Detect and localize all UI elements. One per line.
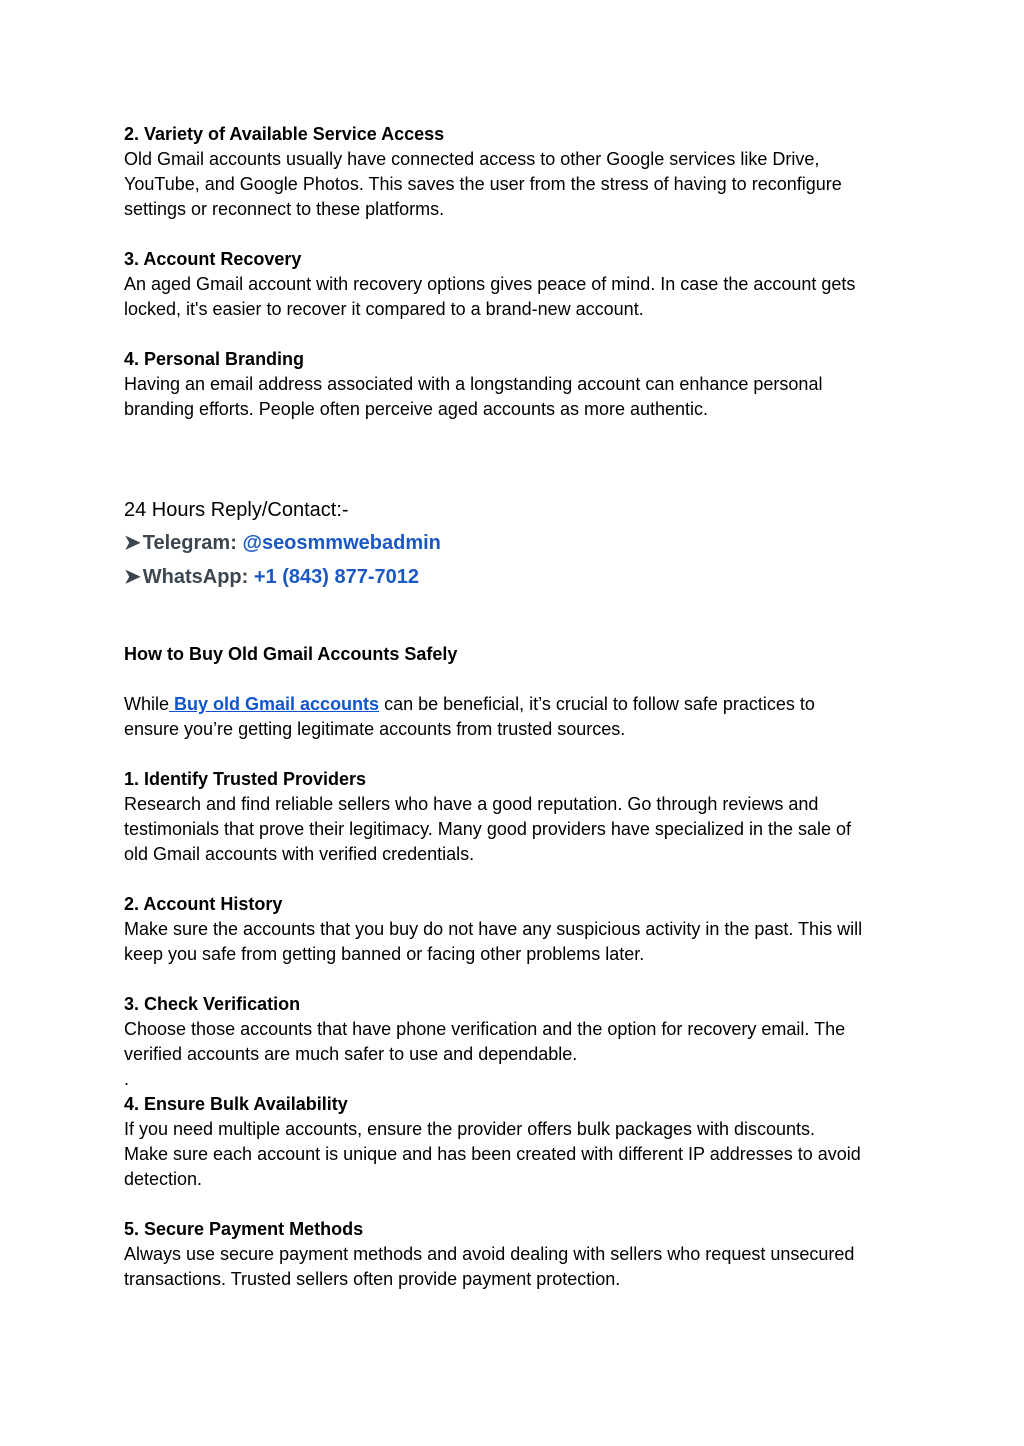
section-personal-branding — [124, 347, 914, 422]
section-check-verification — [124, 992, 914, 1092]
whatsapp-number[interactable]: +1 (843) 877-7012 — [253, 566, 419, 588]
section-bulk-availability — [124, 1092, 914, 1192]
whatsapp-label: WhatsApp: — [142, 566, 254, 588]
section-heading: 3. Account Recovery — [124, 249, 302, 269]
paragraph-line: Make sure the accounts that you buy do not have any suspicious activity in the past. This will — [124, 919, 863, 939]
section-account-history — [124, 892, 914, 967]
section-service-access — [124, 122, 914, 222]
paragraph-line: Research and find reliable sellers who have a good reputation. Go through reviews and — [124, 794, 819, 814]
arrow-icon: ➤ — [124, 532, 141, 554]
paragraph-line: old Gmail accounts with verified credentials. — [124, 844, 475, 864]
contact-block — [124, 496, 914, 591]
paragraph-line: If you need multiple accounts, ensure the provider offers bulk packages with discounts. — [124, 1119, 816, 1139]
paragraph-line: keep you safe from getting banned or facing other problems later. — [124, 944, 645, 964]
howto-title-block — [124, 642, 914, 667]
paragraph-line: Old Gmail accounts usually have connected access to other Google services like Drive, — [124, 149, 820, 169]
section-heading: 4. Ensure Bulk Availability — [124, 1094, 348, 1114]
paragraph-line: branding efforts. People often perceive aged accounts as more authentic. — [124, 399, 709, 419]
arrow-icon: ➤ — [124, 566, 141, 588]
paragraph-line: testimonials that prove their legitimacy. Many good providers have specialized in the sale of — [124, 819, 852, 839]
section-account-recovery — [124, 247, 914, 322]
section-heading: 3. Check Verification — [124, 994, 301, 1014]
intro-prefix: While — [124, 694, 170, 714]
telegram-line — [124, 529, 914, 557]
telegram-handle[interactable]: @seosmmwebadmin — [242, 532, 441, 554]
intro-line — [124, 692, 914, 717]
paragraph-line: Always use secure payment methods and avoid dealing with sellers who request unsecured — [124, 1244, 855, 1264]
howto-title: How to Buy Old Gmail Accounts Safely — [124, 644, 458, 664]
section-heading: 5. Secure Payment Methods — [124, 1219, 364, 1239]
section-heading: 4. Personal Branding — [124, 349, 305, 369]
paragraph-line: locked, it's easier to recover it compared to a brand-new account. — [124, 299, 644, 319]
paragraph-line: . — [124, 1069, 130, 1089]
paragraph-line: Having an email address associated with a longstanding account can enhance personal — [124, 374, 823, 394]
telegram-label: Telegram: — [142, 532, 243, 554]
paragraph-line: settings or reconnect to these platforms. — [124, 199, 445, 219]
section-heading: 2. Account History — [124, 894, 283, 914]
paragraph-line: verified accounts are much safer to use and dependable. — [124, 1044, 578, 1064]
whatsapp-line — [124, 563, 914, 591]
buy-old-gmail-link[interactable]: Buy old Gmail accounts — [169, 694, 380, 714]
paragraph-line: YouTube, and Google Photos. This saves the user from the stress of having to reconfigure — [124, 174, 842, 194]
paragraph-line: Make sure each account is unique and has been created with different IP addresses to avoid — [124, 1144, 861, 1164]
paragraph-line: detection. — [124, 1169, 203, 1189]
paragraph-line: Choose those accounts that have phone verification and the option for recovery email. The — [124, 1019, 846, 1039]
contact-title: 24 Hours Reply/Contact:- — [124, 499, 349, 521]
section-secure-payment — [124, 1217, 914, 1292]
intro-suffix: can be beneficial, it’s crucial to follow safe practices to — [379, 694, 815, 714]
howto-intro — [124, 692, 914, 742]
paragraph-line: ensure you’re getting legitimate accounts from trusted sources. — [124, 719, 626, 739]
section-heading: 1. Identify Trusted Providers — [124, 769, 367, 789]
paragraph-line: transactions. Trusted sellers often provide payment protection. — [124, 1269, 621, 1289]
paragraph-line: An aged Gmail account with recovery options gives peace of mind. In case the account gets — [124, 274, 856, 294]
section-heading: 2. Variety of Available Service Access — [124, 124, 445, 144]
section-trusted-providers — [124, 767, 914, 867]
